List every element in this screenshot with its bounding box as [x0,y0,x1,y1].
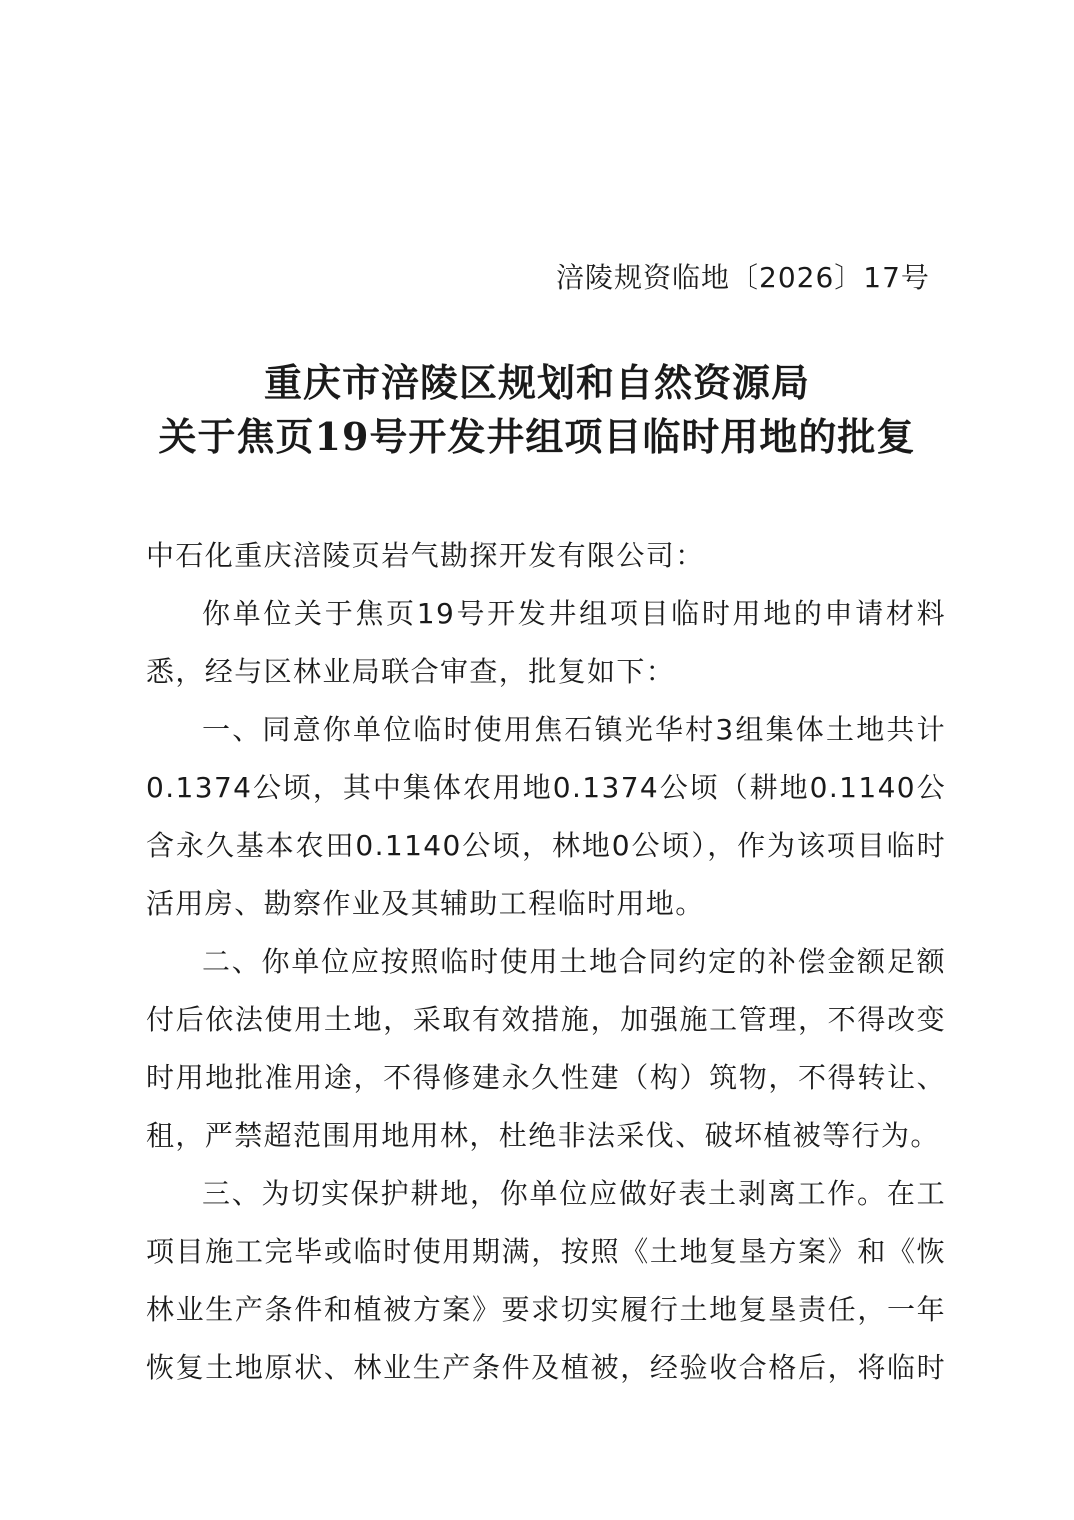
document-number: 涪陵规资临地〔2026〕17号 [556,261,930,294]
body-line: 活用房、勘察作业及其辅助工程临时用地。 [146,887,705,920]
body-line: 三、为切实保护耕地，你单位应做好表土剥离工作。在工 [202,1177,946,1210]
body-line: 二、你单位应按照临时使用土地合同约定的补偿金额足额 [202,945,946,978]
title-line-1: 重庆市涪陵区规划和自然资源局 [263,360,810,405]
body-line: 一、同意你单位临时使用焦石镇光华村3组集体土地共计 [202,713,946,746]
addressee: 中石化重庆涪陵页岩气勘探开发有限公司： [146,539,705,572]
body-line: 你单位关于焦页19号开发井组项目临时用地的申请材料 [202,597,946,630]
title-line-2: 关于焦页19号开发井组项目临时用地的批复 [158,414,916,459]
body-line: 林业生产条件和植被方案》要求切实履行土地复垦责任，一年 [146,1293,946,1326]
body-line: 时用地批准用途，不得修建永久性建（构）筑物，不得转让、 [146,1061,946,1094]
body-line: 0.1374公顷，其中集体农用地0.1374公顷（耕地0.1140公 [146,771,946,804]
body-line: 含永久基本农田0.1140公顷，林地0公顷），作为该项目临时 [146,829,946,862]
body-line: 付后依法使用土地，采取有效措施，加强施工管理，不得改变 [146,1003,946,1036]
body-line: 项目施工完毕或临时使用期满，按照《土地复垦方案》和《恢 [146,1235,946,1268]
document-body [146,527,946,1397]
document-title [0,356,1074,464]
body-line: 悉，经与区林业局联合审查，批复如下： [146,655,676,688]
body-line: 恢复土地原状、林业生产条件及植被，经验收合格后，将临时 [146,1351,946,1384]
body-line: 租，严禁超范围用地用林，杜绝非法采伐、破坏植被等行为。 [146,1119,940,1152]
